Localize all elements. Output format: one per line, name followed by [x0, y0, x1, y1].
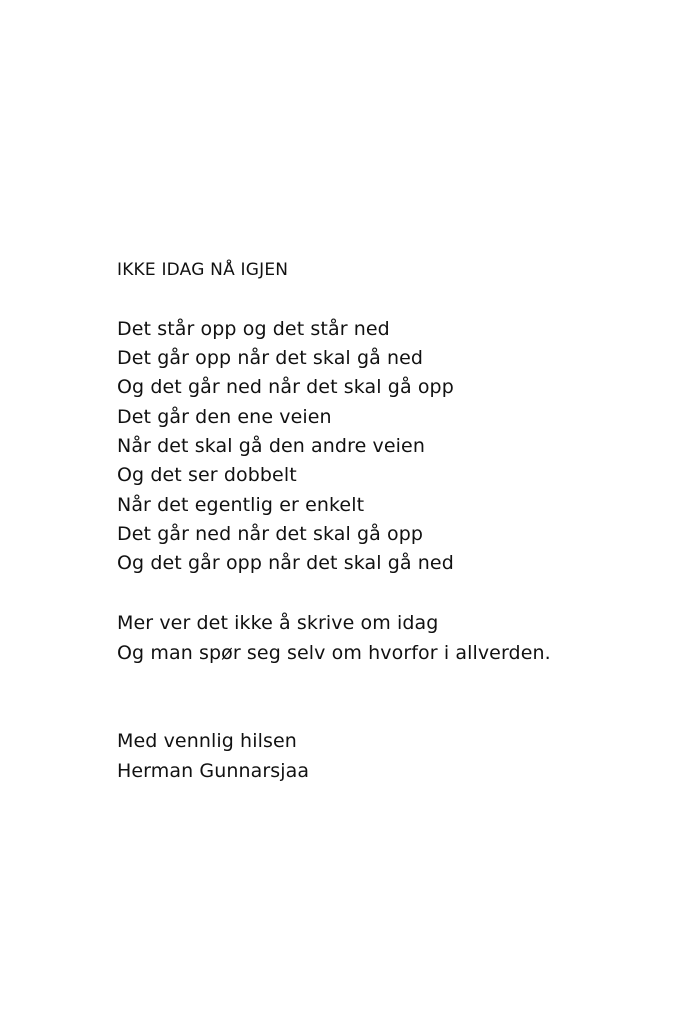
poem-page	[117, 0, 657, 1024]
stanza1-line-3: Og det går ned når det skal gå opp	[117, 376, 454, 398]
stanza2-line-2: Og man spør seg selv om hvorfor i allverden.	[117, 642, 551, 664]
stanza1-line-9: Og det går opp når det skal gå ned	[117, 552, 454, 574]
stanza1-line-6: Og det ser dobbelt	[117, 464, 297, 486]
closing-greeting: Med vennlig hilsen	[117, 730, 297, 752]
stanza2-line-1: Mer ver det ikke å skrive om idag	[117, 612, 439, 634]
signature-name: Herman Gunnarsjaa	[117, 760, 310, 782]
stanza1-line-7: Når det egentlig er enkelt	[117, 494, 365, 516]
poem-title: IKKE IDAG NÅ IGJEN	[117, 260, 289, 280]
stanza1-line-5: Når det skal gå den andre veien	[117, 435, 425, 457]
stanza1-line-8: Det går ned når det skal gå opp	[117, 523, 424, 545]
stanza1-line-4: Det går den ene veien	[117, 406, 332, 428]
stanza1-line-2: Det går opp når det skal gå ned	[117, 347, 424, 369]
stanza1-line-1: Det står opp og det står ned	[117, 318, 390, 340]
